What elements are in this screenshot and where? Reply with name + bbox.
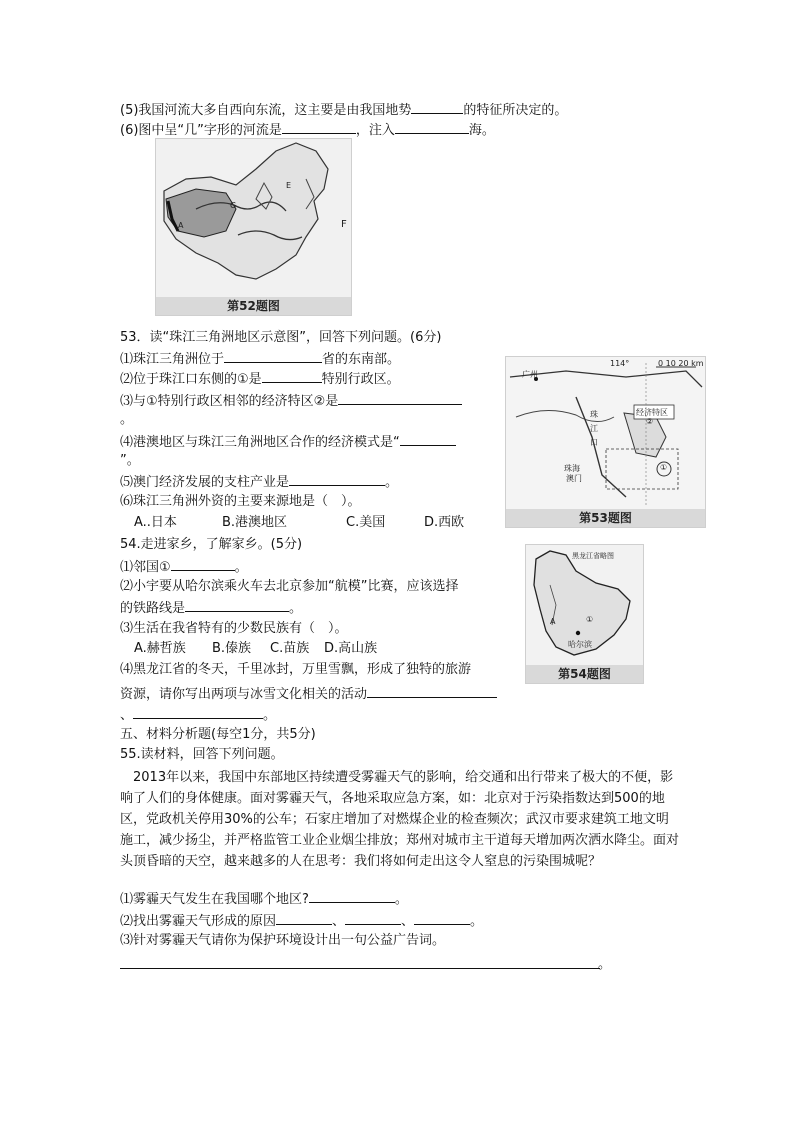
- text: 的特征所决定的。: [463, 103, 568, 118]
- map-label: G: [230, 201, 237, 210]
- text: 。: [385, 475, 399, 490]
- text: (5)我国河流大多自西向东流，这主要是由我国地势: [120, 103, 412, 118]
- map-label: A: [178, 221, 184, 230]
- option-c[interactable]: C.美国: [346, 515, 386, 530]
- q53-item-6: ⑹珠江三角洲外资的主要来源地是（ ）。: [120, 494, 361, 509]
- text: ⑵找出雾霾天气形成的原因: [120, 914, 277, 929]
- text: ⑶与①特别行政区相邻的经济特区②是: [120, 394, 339, 409]
- text: 。: [289, 601, 303, 616]
- q54-item-3: ⑶生活在我省特有的少数民族有（ ）。: [120, 621, 348, 636]
- text: 资源，请你写出两项与冰雪文化相关的活动: [120, 687, 368, 702]
- option-a[interactable]: A..日本: [134, 515, 177, 530]
- text: ⑴雾霾天气发生在我国哪个地区?: [120, 892, 309, 907]
- answer-blank[interactable]: [338, 390, 462, 405]
- q54-item-2: ⑵小宇要从哈尔滨乘火车去北京参加“航模”比赛，应该选择: [120, 579, 459, 594]
- answer-blank[interactable]: [411, 99, 463, 114]
- option-d[interactable]: D.高山族: [324, 641, 378, 656]
- answer-blank[interactable]: [133, 704, 263, 719]
- q53-options: [134, 513, 464, 533]
- text: ⑷港澳地区与珠江三角洲地区合作的经济模式是“: [120, 435, 400, 450]
- answer-blank[interactable]: [171, 556, 235, 571]
- text: (6)图中呈“几”字形的河流是: [120, 123, 282, 138]
- q54-item-2-cont: [120, 597, 302, 619]
- answer-blank[interactable]: [289, 471, 385, 486]
- text: ⑸澳门经济发展的支柱产业是: [120, 475, 290, 490]
- answer-blank[interactable]: [262, 368, 322, 383]
- text: 、: [401, 914, 415, 929]
- q53-item-2: [120, 368, 400, 390]
- q54-item-1: [120, 556, 248, 578]
- map-label: ②: [646, 417, 654, 426]
- option-b[interactable]: B.港澳地区: [222, 515, 288, 530]
- map-label: 江: [590, 424, 598, 433]
- answer-blank[interactable]: [185, 597, 289, 612]
- text: 海。: [468, 123, 495, 138]
- q55-item-1: [120, 888, 408, 910]
- map-label: 经济特区: [636, 408, 668, 417]
- map-label: 广州: [522, 370, 538, 379]
- map-label: 口: [590, 438, 598, 447]
- option-c[interactable]: C.苗族: [270, 641, 310, 656]
- section-5-heading: 五、材料分析题(每空1分，共5分): [120, 727, 316, 742]
- q53-item-3-end: 。: [120, 412, 134, 427]
- map-label: E: [286, 181, 292, 190]
- q54-options: [134, 639, 377, 659]
- text: ，注入: [355, 123, 395, 138]
- pearl-river-delta-map-figure: [505, 356, 706, 528]
- answer-blank[interactable]: [345, 910, 401, 925]
- q53-title: 53．读“珠江三角洲地区示意图”，回答下列问题。(6分): [120, 330, 442, 345]
- option-d[interactable]: D.西欧: [424, 515, 465, 530]
- text: 特别行政区。: [321, 372, 400, 387]
- q53-item-1: [120, 348, 400, 370]
- q55-material: 2013年以来，我国中东部地区持续遭受雾霾天气的影响，给交通和出行带来了极大的不便，影响了人们的身体健康。面对雾霾天气，各地采取应急方案，如：北京对于污染指数达到500的地区，党政机关停用30%的公车；石家庄增加了对燃煤企业的检查频次；武汉市要求建筑工地文明施工，减少扬尘，并严格监管工业企业烟尘排放；郑州对城市主干道每天增加两次洒水降尘。面对头顶昏暗的天空，越来越多的人在思考：我们将如何走出这令人窒息的污染围城呢？: [120, 770, 680, 869]
- map-label: 珠: [590, 410, 598, 419]
- q54-item-4-end: [120, 704, 276, 726]
- text: 、: [120, 708, 134, 723]
- text: 。: [234, 560, 248, 575]
- map-label: 114°: [610, 359, 630, 368]
- q52-line-5: [120, 99, 567, 121]
- text: 。: [263, 708, 277, 723]
- china-map-figure: [155, 138, 352, 316]
- text: 。: [394, 892, 408, 907]
- text: 的铁路线是: [120, 601, 186, 616]
- heilongjiang-map-figure: [525, 544, 644, 684]
- map-label: ①: [660, 463, 668, 472]
- answer-blank[interactable]: [367, 683, 497, 698]
- q53-item-4-end: ”。: [120, 453, 140, 468]
- q55-title: 55.读材料，回答下列问题。: [120, 747, 284, 762]
- map-label: F: [341, 219, 347, 230]
- answer-blank[interactable]: [309, 888, 395, 903]
- map-label: ①: [586, 615, 594, 624]
- q54-item-4: ⑷黑龙江省的冬天，千里冰封，万里雪飘，形成了独特的旅游: [120, 662, 472, 677]
- map-label: 哈尔滨: [568, 640, 592, 649]
- option-a[interactable]: A.赫哲族: [134, 641, 186, 656]
- text: 、: [332, 914, 346, 929]
- answer-blank[interactable]: [414, 910, 470, 925]
- option-b[interactable]: B.傣族: [212, 641, 252, 656]
- q53-item-5: [120, 471, 398, 493]
- map-label: 珠海: [564, 464, 580, 473]
- answer-blank[interactable]: [276, 910, 332, 925]
- map-title: 黑龙江省略图: [572, 552, 614, 560]
- answer-line[interactable]: [120, 950, 600, 969]
- q55-item-3: ⑶针对雾霾天气请你为保护环境设计出一句公益广告词。: [120, 933, 446, 948]
- q53-item-4: [120, 431, 456, 453]
- map-label: 澳门: [566, 474, 582, 483]
- q55-item-2: [120, 910, 483, 932]
- text: 。: [470, 914, 484, 929]
- figure-caption: 第53题图: [506, 509, 705, 527]
- figure-caption: 第52题图: [156, 297, 351, 315]
- answer-blank[interactable]: [224, 348, 322, 363]
- answer-blank[interactable]: [395, 119, 469, 134]
- map-label: 0 10 20 km: [658, 359, 704, 368]
- china-map-image: [156, 139, 351, 297]
- text: ⑴邻国①: [120, 560, 171, 575]
- map-label: A: [550, 617, 556, 626]
- q54-item-4-cont: [120, 683, 497, 705]
- answer-blank[interactable]: [400, 431, 456, 446]
- figure-caption: 第54题图: [526, 665, 643, 683]
- q53-item-3: [120, 390, 462, 412]
- answer-blank[interactable]: [282, 119, 356, 134]
- q55-item-3-end: 。: [598, 957, 612, 972]
- text: 省的东南部。: [322, 352, 401, 367]
- text: ⑵位于珠江口东侧的①是: [120, 372, 262, 387]
- q54-title: 54.走进家乡，了解家乡。(5分): [120, 537, 303, 552]
- text: ⑴珠江三角洲位于: [120, 352, 225, 367]
